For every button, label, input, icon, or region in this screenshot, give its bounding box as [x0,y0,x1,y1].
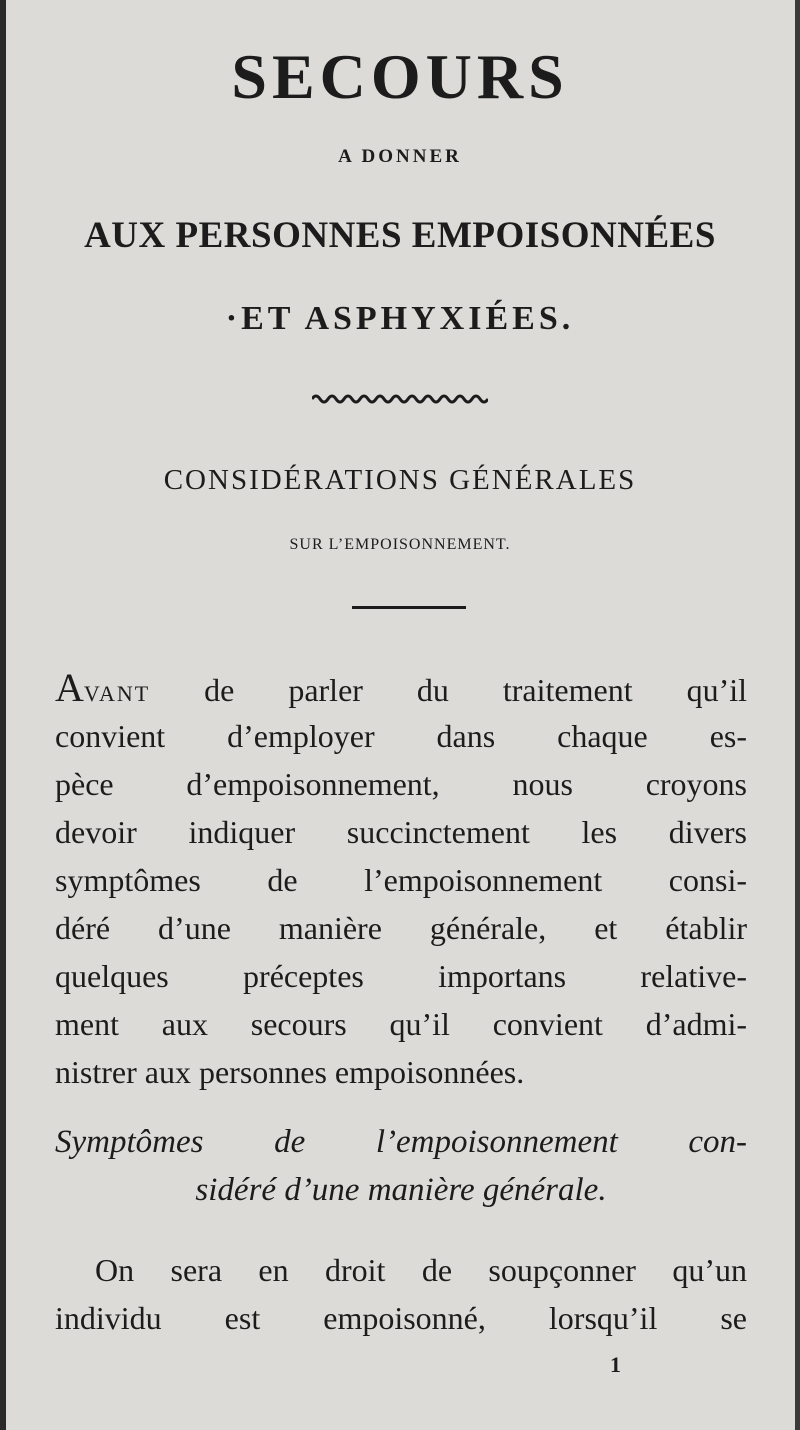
paragraph-2 [55,1246,747,1342]
page-number: 1 [610,1352,621,1377]
paragraph-line: ment aux secours qu’il convient d’admi- [55,1006,747,1042]
subsection-heading [55,1118,747,1214]
paragraph-line [55,664,747,712]
wavy-ornament [312,392,488,406]
section-subheading: SUR L’EMPOISONNEMENT. [289,536,511,553]
subsection-line: Symptômes de l’empoisonnement con- [55,1124,747,1160]
paragraph-line: quelques préceptes importans relative- [55,958,747,994]
divider-rule [352,606,466,609]
title-line-4: ·ET ASPHYXIÉES. [225,300,575,337]
title-main: SECOURS [231,41,569,112]
title-line-3: AUX PERSONNES EMPOISONNÉES [84,215,716,256]
paragraph-line-text: de parler du traitement qu’il [204,672,748,708]
paragraph-line: individu est empoisonné, lorsqu’il se [55,1300,747,1336]
paragraph-line: déré d’une manière générale, et établir [55,910,747,946]
paragraph-line: nistrer aux personnes empoisonnées. [55,1054,525,1090]
paragraph-1 [55,664,747,1096]
subsection-line: sidéré d’une manière générale. [195,1172,607,1208]
paragraph-line: symptômes de l’empoisonnement consi- [55,862,747,898]
paragraph-line: devoir indiquer succinctement les divers [55,814,747,850]
title-line-2: A DONNER [338,146,462,167]
small-caps-word: VANT [83,681,151,706]
paragraph-line: On sera en droit de soupçonner qu’un [95,1252,747,1288]
drop-cap: A [55,665,84,710]
section-heading: CONSIDÉRATIONS GÉNÉRALES [163,464,637,496]
paragraph-line: pèce d’empoisonnement, nous croyons [55,766,747,802]
paragraph-line: convient d’employer dans chaque es- [55,718,747,754]
